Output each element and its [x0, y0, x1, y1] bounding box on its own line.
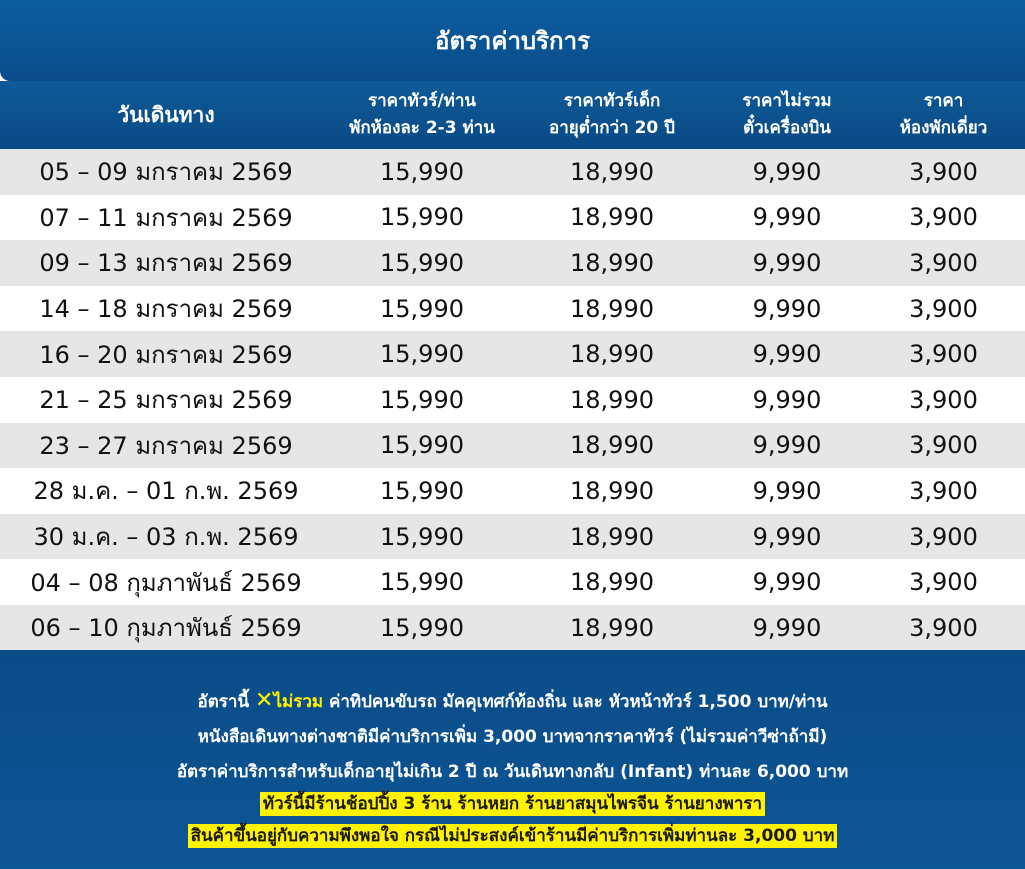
header-adult-line1: ราคาทัวร์/ท่าน [367, 91, 477, 111]
table-row [0, 559, 1025, 605]
cell-date: 30 ม.ค. – 03 ก.พ. 2569 [33, 523, 299, 552]
cell-single-room: 3,900 [909, 431, 978, 460]
table-row [0, 514, 1025, 560]
footer-line-4 [0, 790, 1025, 817]
cell-single-room: 3,900 [909, 340, 978, 369]
cell-adult-price: 15,990 [380, 203, 464, 232]
cell-no-ticket-price: 9,990 [752, 476, 822, 505]
table-row [0, 195, 1025, 241]
cell-adult-price: 15,990 [380, 613, 464, 642]
cross-icon: ✕ [255, 688, 274, 713]
header-single-line2: ห้องพักเดี่ยว [899, 118, 988, 138]
header-date-label: วันเดินทาง [117, 102, 215, 127]
table-title: อัตราค่าบริการ [0, 0, 1025, 81]
cell-single-room: 3,900 [909, 568, 978, 597]
table-row [0, 331, 1025, 377]
footer-line-2: หนังสือเดินทางต่างชาติมีค่าบริการเพิ่ม 3,000 บาทจากราคาทัวร์ (ไม่รวมค่าวีซ่าถ้ามี) [197, 727, 828, 747]
cell-adult-price: 15,990 [380, 522, 464, 551]
cell-single-room: 3,900 [909, 203, 978, 232]
cell-child-price: 18,990 [570, 522, 654, 551]
table-header [0, 81, 1025, 149]
header-adult-line2: พักห้องละ 2-3 ท่าน [349, 118, 495, 138]
header-single-room [862, 88, 1025, 142]
footer-line-1-prefix: อัตรานี้ [197, 692, 250, 712]
cell-no-ticket-price: 9,990 [752, 157, 822, 186]
cell-child-price: 18,990 [570, 157, 654, 186]
footer-line-1-text: ค่าทิปคนขับรถ มัคคุเทศก์ท้องถิ่น และ หัวหน้าทัวร์ 1,500 บาท/ท่าน [329, 692, 828, 712]
cell-child-price: 18,990 [570, 385, 654, 414]
shopping-note: ทัวร์นี้มีร้านช้อปปิ้ง 3 ร้าน ร้านหยก ร้านยาสมุนไพรจีน ร้านยางพารา [260, 792, 765, 816]
cell-date: 23 – 27 มกราคม 2569 [39, 431, 293, 460]
cell-date: 14 – 18 มกราคม 2569 [39, 295, 293, 324]
cell-no-ticket-price: 9,990 [752, 203, 822, 232]
cell-adult-price: 15,990 [380, 157, 464, 186]
cell-single-room: 3,900 [909, 476, 978, 505]
cell-child-price: 18,990 [570, 340, 654, 369]
cell-single-room: 3,900 [909, 157, 978, 186]
cell-single-room: 3,900 [909, 613, 978, 642]
footer-line-5 [0, 822, 1025, 849]
cell-child-price: 18,990 [570, 294, 654, 323]
table-row [0, 149, 1025, 195]
table-row [0, 286, 1025, 332]
header-no-ticket-price [712, 88, 862, 142]
footer-not-included: ไม่รวม [273, 692, 324, 712]
cell-adult-price: 15,990 [380, 476, 464, 505]
cell-no-ticket-price: 9,990 [752, 613, 822, 642]
cell-no-ticket-price: 9,990 [752, 385, 822, 414]
table-body [0, 149, 1025, 651]
cell-adult-price: 15,990 [380, 431, 464, 460]
cell-adult-price: 15,990 [380, 568, 464, 597]
cell-single-room: 3,900 [909, 522, 978, 551]
cell-adult-price: 15,990 [380, 340, 464, 369]
cell-adult-price: 15,990 [380, 294, 464, 323]
header-single-line1: ราคา [923, 91, 964, 111]
header-date [0, 102, 332, 129]
cell-no-ticket-price: 9,990 [752, 340, 822, 369]
header-adult-price [332, 88, 512, 142]
header-child-line1: ราคาทัวร์เด็ก [563, 91, 661, 111]
table-row [0, 240, 1025, 286]
cell-child-price: 18,990 [570, 203, 654, 232]
table-row [0, 468, 1025, 514]
cell-date: 16 – 20 มกราคม 2569 [39, 340, 293, 369]
cell-child-price: 18,990 [570, 568, 654, 597]
cell-child-price: 18,990 [570, 613, 654, 642]
cell-child-price: 18,990 [570, 476, 654, 505]
table-row [0, 377, 1025, 423]
cell-adult-price: 15,990 [380, 248, 464, 277]
footer-line-1 [0, 688, 1025, 715]
footer-line-3: อัตราค่าบริการสำหรับเด็กอายุไม่เกิน 2 ปี ณ วันเดินทางกลับ (Infant) ท่านละ 6,000 บาท [176, 762, 849, 782]
header-child-line2: อายุต่ำกว่า 20 ปี [549, 118, 675, 138]
table-row [0, 423, 1025, 469]
cell-single-room: 3,900 [909, 294, 978, 323]
cell-child-price: 18,990 [570, 248, 654, 277]
cell-no-ticket-price: 9,990 [752, 431, 822, 460]
cell-no-ticket-price: 9,990 [752, 568, 822, 597]
cell-child-price: 18,990 [570, 431, 654, 460]
cell-date: 09 – 13 มกราคม 2569 [39, 249, 293, 278]
cell-single-room: 3,900 [909, 248, 978, 277]
cell-date: 05 – 09 มกราคม 2569 [39, 158, 293, 187]
cell-single-room: 3,900 [909, 385, 978, 414]
footer-notes [0, 650, 1025, 869]
cell-no-ticket-price: 9,990 [752, 294, 822, 323]
cell-no-ticket-price: 9,990 [752, 248, 822, 277]
cell-date: 28 ม.ค. – 01 ก.พ. 2569 [33, 477, 299, 506]
cell-date: 21 – 25 มกราคม 2569 [39, 386, 293, 415]
header-no-ticket-line1: ราคาไม่รวม [742, 91, 832, 111]
cell-date: 06 – 10 กุมภาพันธ์ 2569 [30, 614, 302, 643]
shop-fee-note: สินค้าขึ้นอยู่กับความพึงพอใจ กรณีไม่ประสงค์เข้าร้านมีค่าบริการเพิ่มท่านละ 3,000 บาท [188, 824, 838, 848]
cell-date: 07 – 11 มกราคม 2569 [39, 203, 293, 232]
header-child-price [512, 88, 712, 142]
header-no-ticket-line2: ตั๋วเครื่องบิน [743, 118, 831, 138]
cell-adult-price: 15,990 [380, 385, 464, 414]
cell-no-ticket-price: 9,990 [752, 522, 822, 551]
cell-date: 04 – 08 กุมภาพันธ์ 2569 [30, 568, 302, 597]
table-row [0, 605, 1025, 651]
